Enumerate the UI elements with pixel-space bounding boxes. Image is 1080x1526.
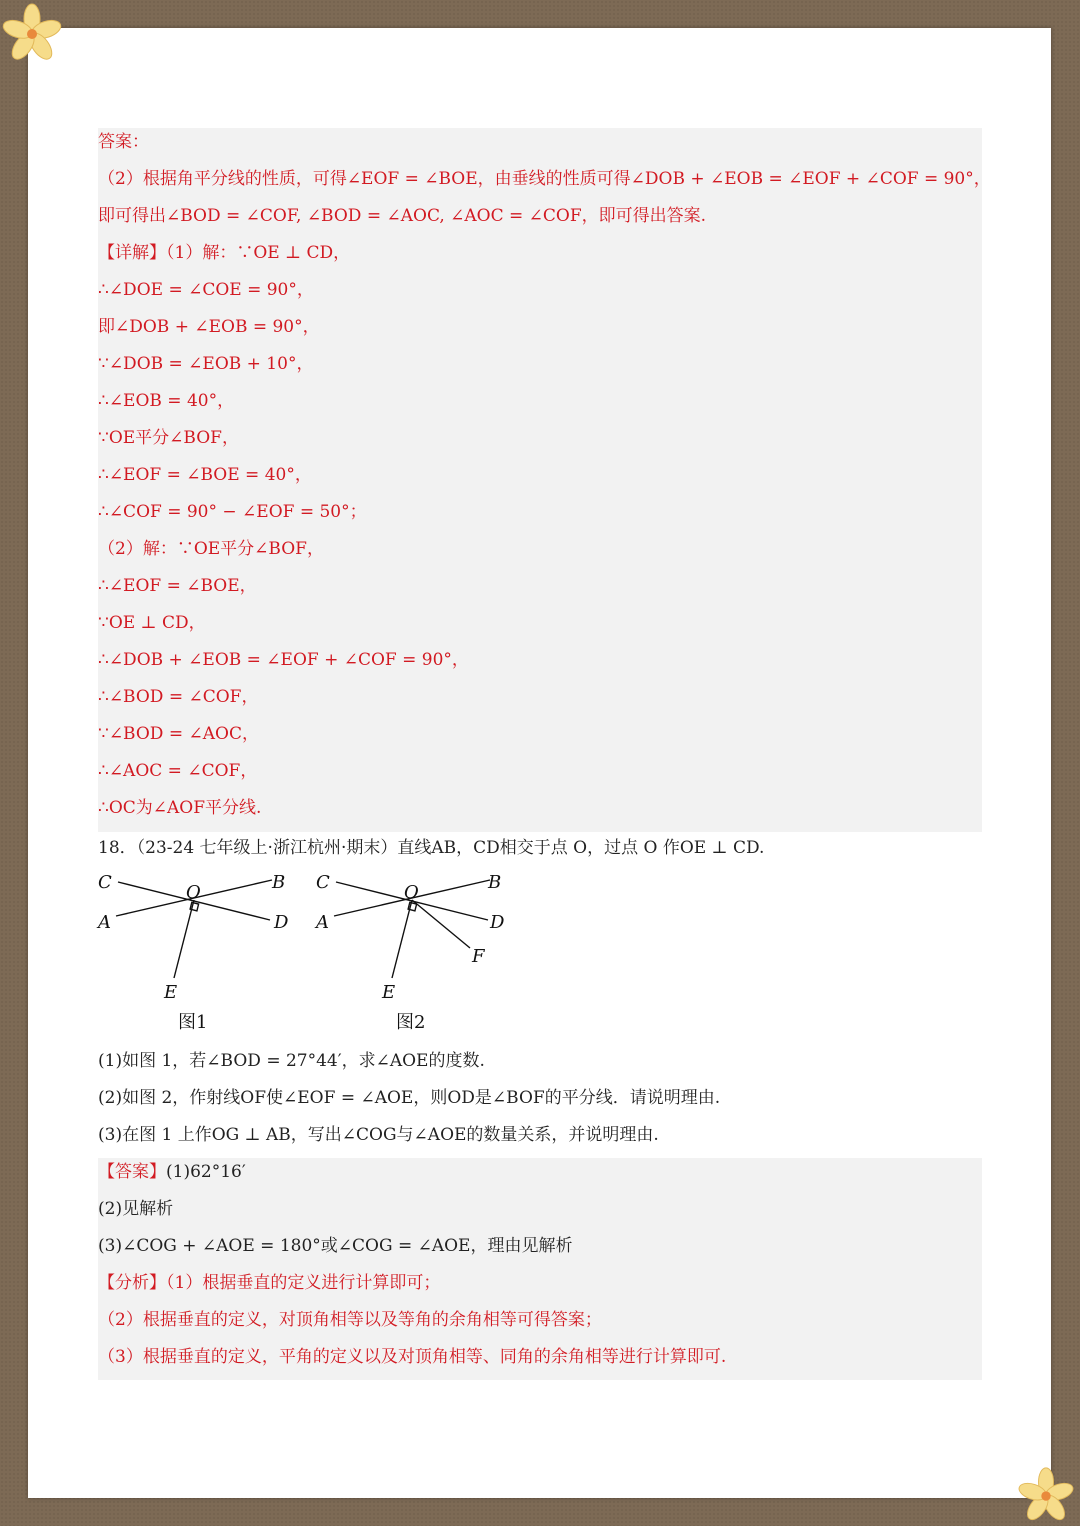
geometry-figures: [90, 866, 530, 1042]
fig2-label-a: A: [316, 912, 329, 933]
fig2-label-e: E: [382, 982, 396, 1003]
fig1-label-o: O: [186, 882, 201, 903]
answer-line: 【详解】（1）解：∵OE ⊥ CD，: [98, 243, 351, 263]
question-part-1: (1)如图 1，若∠BOD = 27°44′，求∠AOE的度数.: [98, 1051, 485, 1071]
answer-heading: 答案：: [98, 132, 149, 152]
fig2-label-b: B: [488, 872, 502, 893]
answer-line: 即∠DOB + ∠EOB = 90°，: [98, 317, 320, 337]
answer-line: [98, 1161, 246, 1183]
fig1-label-c: C: [98, 872, 112, 893]
analysis-line: （2）根据垂直的定义，对顶角相等以及等角的余角相等可得答案；: [98, 1310, 602, 1330]
answer-line: ∴OC为∠AOF平分线.: [98, 798, 262, 818]
answer-line: ∴∠AOC = ∠COF，: [98, 761, 258, 781]
fig2-label-o: O: [404, 882, 419, 903]
answer-line: ∴∠EOF = ∠BOE，: [98, 576, 257, 596]
answer-line: ∴∠EOB = 40°，: [98, 391, 235, 411]
question-stem: 18．（23-24 七年级上·浙江杭州·期末）直线AB，CD相交于点 O，过点 O 作OE ⊥ CD.: [98, 838, 765, 858]
fig2-label-c: C: [316, 872, 330, 893]
answer-line: ∵∠DOB = ∠EOB + 10°，: [98, 354, 314, 374]
fig2-caption: 图2: [396, 1012, 426, 1033]
answer-line: （2）根据角平分线的性质，可得∠EOF = ∠BOE，由垂线的性质可得∠DOB + ∠EOB = ∠EOF + ∠COF = 90°，: [98, 169, 991, 189]
fig1-label-a: A: [98, 912, 111, 933]
question-part-3: (3)在图 1 上作OG ⊥ AB，写出∠COG与∠AOE的数量关系，并说明理由.: [98, 1125, 659, 1145]
fig1-caption: 图1: [178, 1012, 208, 1033]
answer-3: (3)∠COG + ∠AOE = 180°或∠COG = ∠AOE，理由见解析: [98, 1236, 573, 1256]
answer-2: (2)见解析: [98, 1199, 174, 1219]
question-part-2: (2)如图 2，作射线OF使∠EOF = ∠AOE，则OD是∠BOF的平分线．请说明理由.: [98, 1088, 721, 1108]
fig2-label-d: D: [490, 912, 505, 933]
answer-line: ∴∠COF = 90° − ∠EOF = 50°；: [98, 502, 367, 522]
answer-line: ∴∠EOF = ∠BOE = 40°，: [98, 465, 312, 485]
fig1-label-b: B: [272, 872, 286, 893]
answer-line: ∴∠DOB + ∠EOB = ∠EOF + ∠COF = 90°，: [98, 650, 469, 670]
flower-icon: [1016, 1466, 1076, 1526]
answer-line: 即可得出∠BOD = ∠COF, ∠BOD = ∠AOC, ∠AOC = ∠COF，即可得出答案.: [98, 206, 707, 226]
flower-icon: [0, 2, 64, 66]
fig1-label-d: D: [274, 912, 289, 933]
answer-line: ∵OE ⊥ CD，: [98, 613, 206, 633]
answer-line: （2）解：∵OE平分∠BOF，: [98, 539, 324, 559]
answer-line: ∵∠BOD = ∠AOC，: [98, 724, 259, 744]
answer-line: ∴∠DOE = ∠COE = 90°，: [98, 280, 314, 300]
analysis-line: （3）根据垂直的定义，平角的定义以及对顶角相等、同角的余角相等进行计算即可.: [98, 1347, 727, 1367]
fig2-label-f: F: [472, 946, 485, 967]
answer-line: ∵OE平分∠BOF，: [98, 428, 239, 448]
fig1-label-e: E: [164, 982, 178, 1003]
answer-1: (1)62°16′: [166, 1162, 246, 1182]
answer-label: 【答案】: [98, 1162, 166, 1182]
analysis-line: 【分析】（1）根据垂直的定义进行计算即可；: [98, 1273, 441, 1293]
answer-line: ∴∠BOD = ∠COF，: [98, 687, 259, 707]
